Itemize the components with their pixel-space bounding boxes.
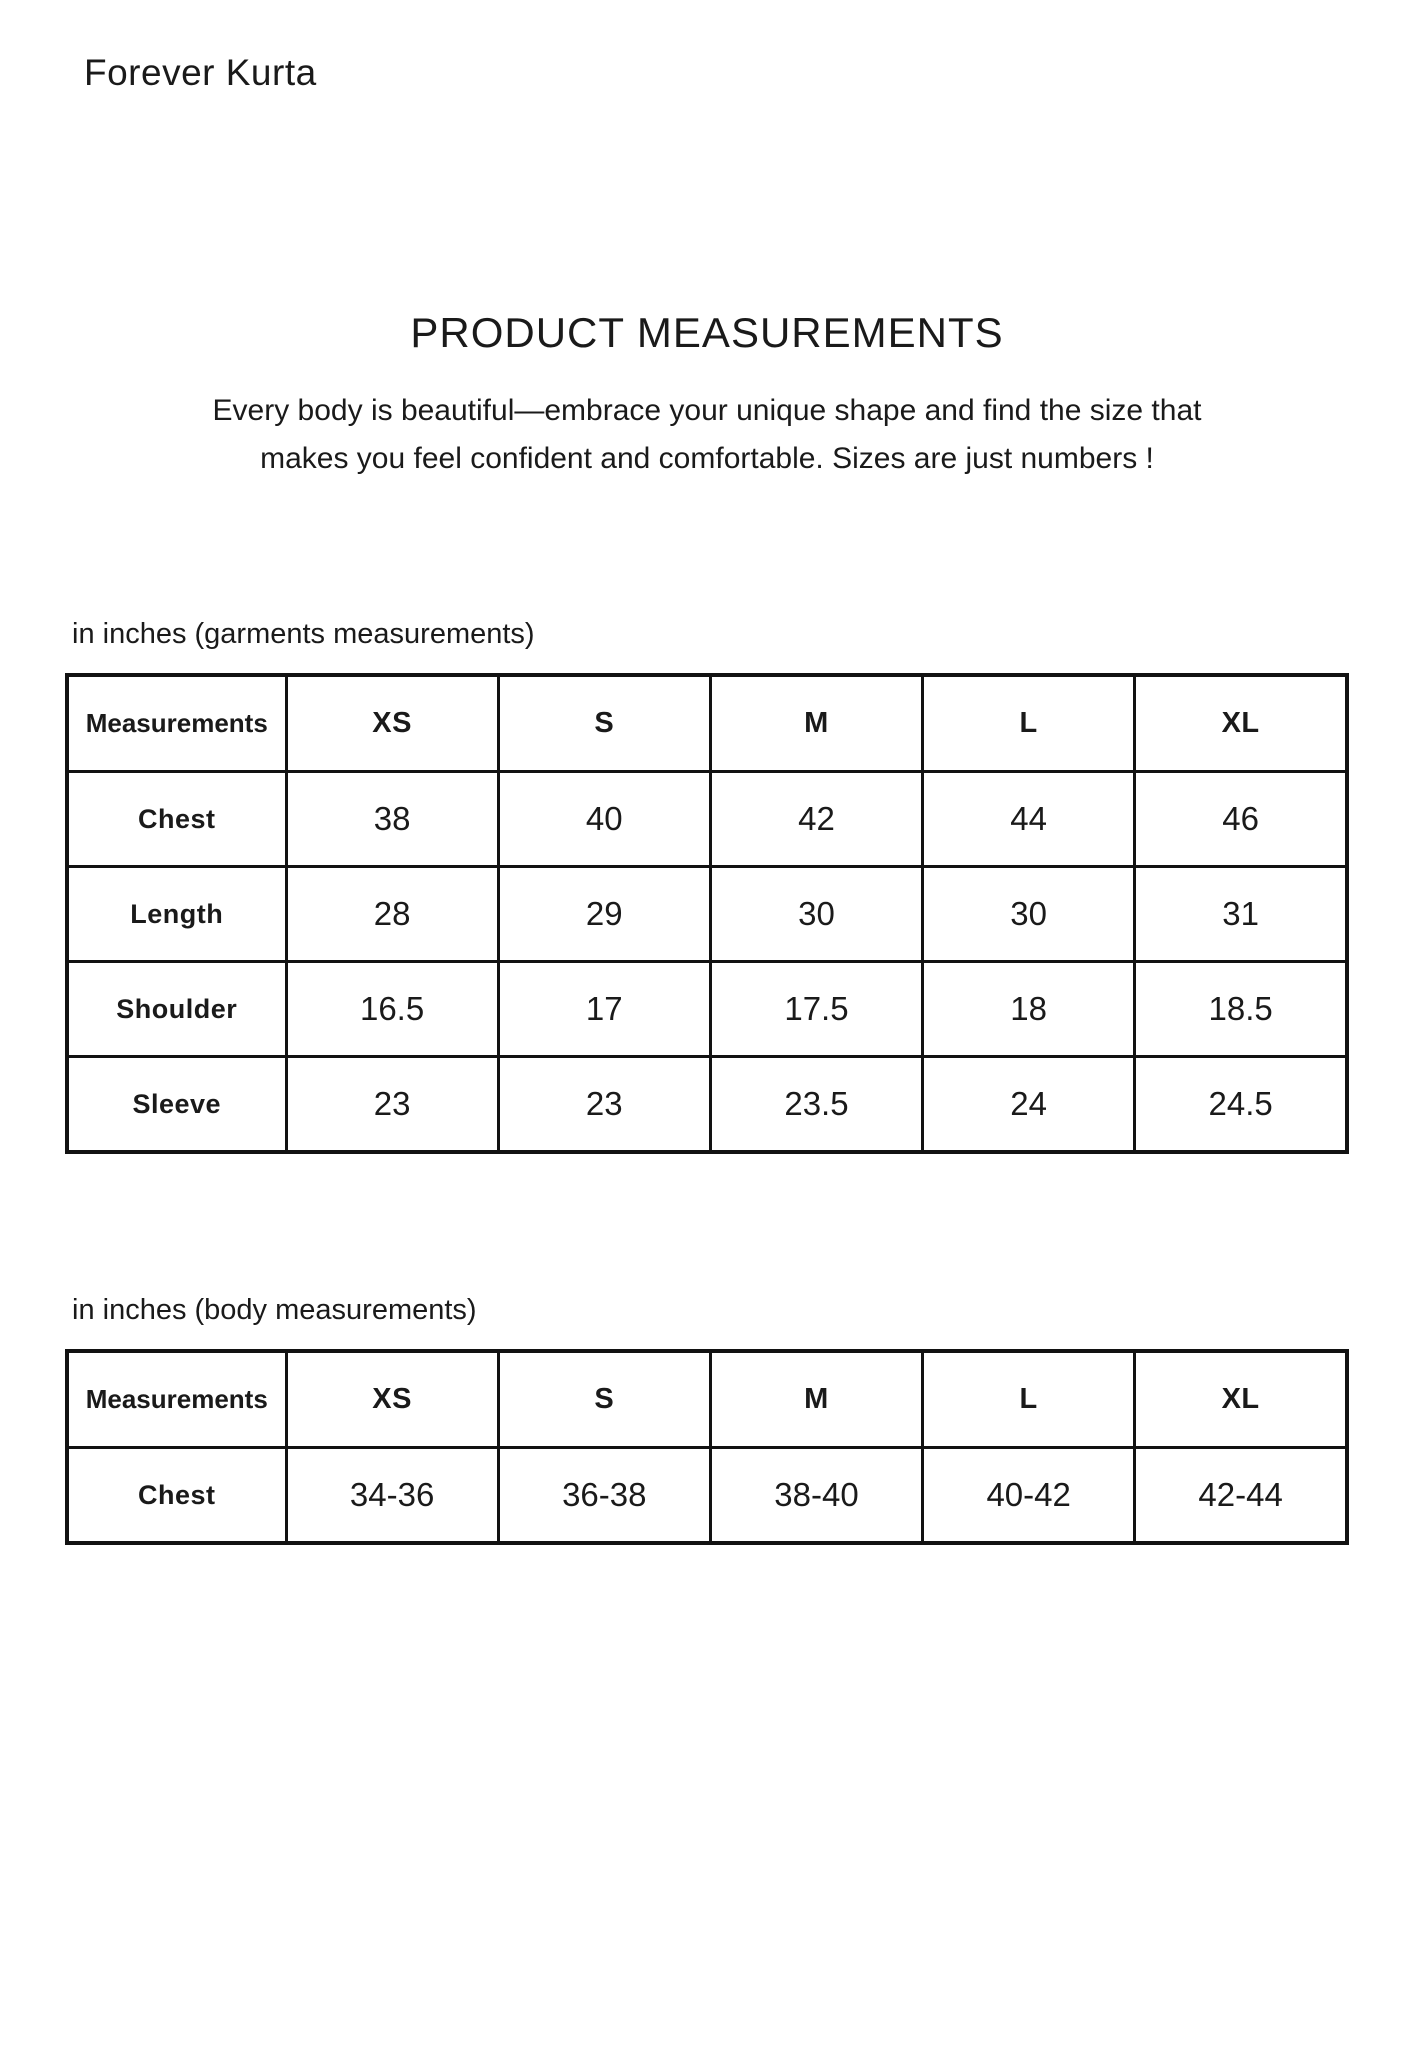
column-header-xl: XL	[1135, 1351, 1347, 1448]
measurement-value: 46	[1135, 772, 1347, 867]
measurement-value: 34-36	[286, 1448, 498, 1544]
table-row-chest	[67, 772, 1347, 867]
measurement-value: 23.5	[710, 1057, 922, 1153]
measurement-value: 30	[923, 867, 1135, 962]
measurement-value: 17	[498, 962, 710, 1057]
measurement-value: 23	[286, 1057, 498, 1153]
column-header-xl: XL	[1135, 675, 1347, 772]
measurement-value: 29	[498, 867, 710, 962]
column-header-s: S	[498, 675, 710, 772]
column-header-m: M	[710, 1351, 922, 1448]
brand-title: Forever Kurta	[84, 52, 317, 93]
column-header-measurements: Measurements	[67, 675, 286, 772]
measurement-value: 36-38	[498, 1448, 710, 1544]
column-header-xs: XS	[286, 675, 498, 772]
subtitle-line-1: Every body is beautiful—embrace your unique shape and find the size that	[212, 394, 1202, 427]
measurement-value: 42-44	[1135, 1448, 1347, 1544]
column-header-measurements: Measurements	[67, 1351, 286, 1448]
garment-header-row	[67, 675, 1347, 772]
measurement-value: 31	[1135, 867, 1347, 962]
measurement-value: 23	[498, 1057, 710, 1153]
row-label: Sleeve	[67, 1057, 286, 1153]
body-measurements-table	[65, 1349, 1349, 1545]
row-label: Chest	[67, 1448, 286, 1544]
row-label: Chest	[67, 772, 286, 867]
garment-table-caption: in inches (garments measurements)	[72, 618, 535, 650]
measurement-value: 42	[710, 772, 922, 867]
measurement-value: 16.5	[286, 962, 498, 1057]
page-title: PRODUCT MEASUREMENTS	[410, 309, 1004, 356]
measurement-value: 44	[923, 772, 1135, 867]
row-label: Length	[67, 867, 286, 962]
table-row-chest	[67, 1448, 1347, 1544]
table-row-shoulder	[67, 962, 1347, 1057]
measurement-value: 40-42	[923, 1448, 1135, 1544]
measurement-value: 28	[286, 867, 498, 962]
column-header-m: M	[710, 675, 922, 772]
subtitle-line-2: makes you feel confident and comfortable. Sizes are just numbers !	[260, 442, 1154, 475]
column-header-xs: XS	[286, 1351, 498, 1448]
column-header-l: L	[923, 675, 1135, 772]
body-header-row	[67, 1351, 1347, 1448]
table-row-length	[67, 867, 1347, 962]
column-header-l: L	[923, 1351, 1135, 1448]
body-table-caption: in inches (body measurements)	[72, 1294, 477, 1326]
measurement-value: 24.5	[1135, 1057, 1347, 1153]
measurement-value: 30	[710, 867, 922, 962]
measurement-value: 40	[498, 772, 710, 867]
measurement-value: 17.5	[710, 962, 922, 1057]
row-label: Shoulder	[67, 962, 286, 1057]
measurement-value: 18	[923, 962, 1135, 1057]
garment-measurements-table	[65, 673, 1349, 1154]
column-header-s: S	[498, 1351, 710, 1448]
measurement-value: 38-40	[710, 1448, 922, 1544]
measurement-value: 38	[286, 772, 498, 867]
measurement-value: 18.5	[1135, 962, 1347, 1057]
page-subtitle	[122, 387, 1292, 483]
measurement-value: 24	[923, 1057, 1135, 1153]
table-row-sleeve	[67, 1057, 1347, 1153]
